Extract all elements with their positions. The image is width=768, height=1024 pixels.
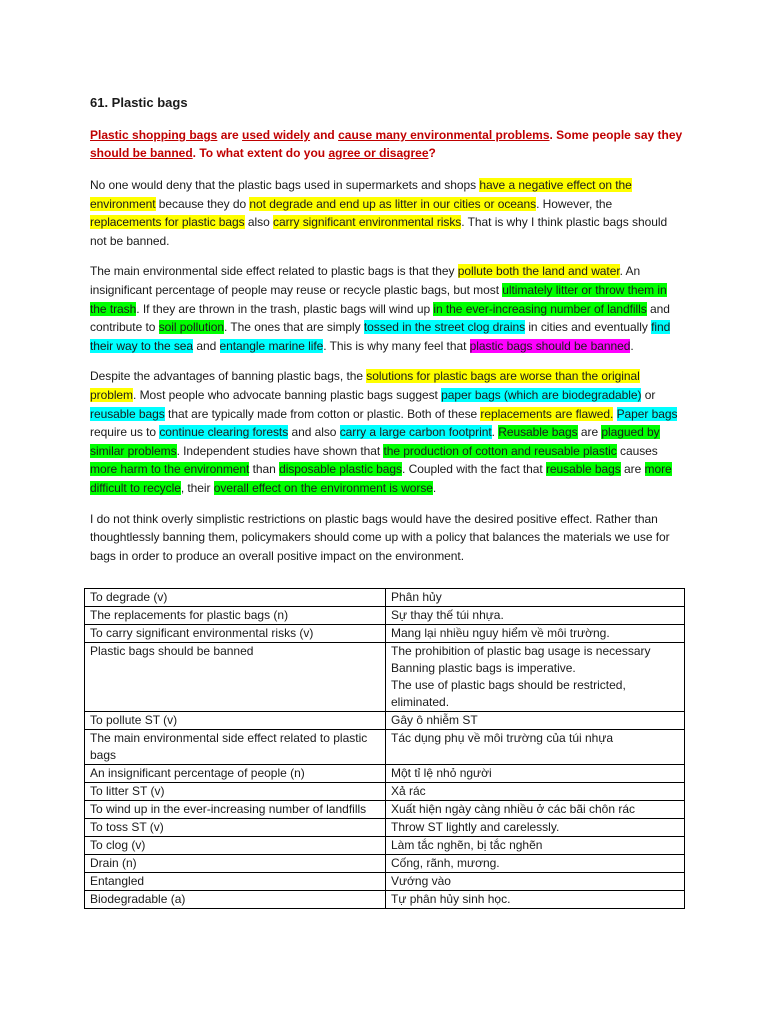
paragraph-text: The main environmental side effect related to plastic bags is that they xyxy=(90,264,458,279)
table-row xyxy=(85,607,685,625)
paragraph-text: , their xyxy=(180,480,214,495)
highlight-magenta: plastic bags should be banned xyxy=(469,338,631,353)
prompt-text: . Some people say they xyxy=(549,128,683,142)
highlight-yellow: not degrade and end up as litter in our cities or oceans xyxy=(249,196,537,211)
vocab-term: To degrade (v) xyxy=(85,589,386,607)
table-row xyxy=(85,837,685,855)
paragraph-text: . An insignificant percentage of people may reuse or recycle plastic bags, but most xyxy=(90,264,641,297)
highlight-cyan: reusable bags xyxy=(90,406,165,421)
vocab-meaning xyxy=(386,643,685,712)
paragraph-text: and also xyxy=(288,425,340,440)
vocab-meaning xyxy=(386,589,685,607)
paragraph-text: . xyxy=(491,425,499,440)
vocab-meaning xyxy=(386,891,685,909)
paragraph-text: are xyxy=(577,425,602,440)
table-row xyxy=(85,643,685,712)
highlight-green: more harm to the environment xyxy=(90,462,250,477)
highlight-cyan: entangle marine life xyxy=(219,338,324,353)
highlight-green: ultimately litter or throw them in the trash xyxy=(90,282,667,316)
vocab-term: To toss ST (v) xyxy=(85,819,386,837)
document-page xyxy=(90,94,686,577)
paragraph-text: in cities and eventually xyxy=(525,320,652,335)
paragraph-text: that are typically made from cotton or plastic. Both of these xyxy=(164,406,481,421)
table-row xyxy=(85,801,685,819)
paragraph-text: . Most people who advocate banning plastic bags suggest xyxy=(133,387,442,402)
vocab-meaning xyxy=(386,837,685,855)
vocab-term: The main environmental side effect related to plastic bags xyxy=(85,730,386,765)
meaning-line: Mang lại nhiều nguy hiểm về môi trường. xyxy=(391,626,610,640)
prompt-keyword: cause many environmental problems xyxy=(338,128,550,142)
vocab-term: Plastic bags should be banned xyxy=(85,643,386,712)
essay-body xyxy=(90,176,686,565)
vocab-term: Biodegradable (a) xyxy=(85,891,386,909)
highlight-yellow: have a negative effect on the environment xyxy=(90,178,632,211)
paragraph-text: . That is why I think plastic bags should not be banned. xyxy=(90,215,668,248)
paragraph-text: . This is why many feel that xyxy=(323,338,470,353)
meaning-line: Xả rác xyxy=(391,784,426,798)
table-row xyxy=(85,855,685,873)
meaning-line: The use of plastic bags should be restricted, eliminated. xyxy=(391,678,626,709)
prompt-text: and xyxy=(310,128,339,142)
essay-paragraph xyxy=(90,510,686,566)
meaning-line: Phân hủy xyxy=(391,590,442,604)
highlight-cyan: carry a large carbon footprint xyxy=(339,425,492,440)
prompt-keyword: used widely xyxy=(242,128,311,142)
vocab-term: To carry significant environmental risks (v) xyxy=(85,625,386,643)
paragraph-text: are xyxy=(620,462,645,477)
vocab-meaning xyxy=(386,712,685,730)
prompt-text: ? xyxy=(428,146,436,160)
vocab-term: To litter ST (v) xyxy=(85,783,386,801)
paragraph-text: . The ones that are simply xyxy=(224,320,364,335)
meaning-line: Sự thay thế túi nhựa. xyxy=(391,608,504,622)
meaning-line: Tự phân hủy sinh học. xyxy=(391,892,511,906)
highlight-cyan: Paper bags xyxy=(616,406,678,421)
highlight-green: overall effect on the environment is worse xyxy=(213,480,433,495)
highlight-yellow: pollute both the land and water xyxy=(457,264,620,279)
highlight-green: disposable plastic bags xyxy=(279,462,403,477)
vocab-meaning xyxy=(386,625,685,643)
highlight-cyan: paper bags (which are biodegradable) xyxy=(441,387,642,402)
prompt-keyword: Plastic shopping bags xyxy=(90,128,218,142)
highlight-cyan: find their way to the sea xyxy=(90,320,671,353)
table-row xyxy=(85,819,685,837)
table-row xyxy=(85,873,685,891)
vocab-meaning xyxy=(386,855,685,873)
paragraph-text: require us to xyxy=(90,425,160,440)
highlight-yellow: solutions for plastic bags are worse than the original problem xyxy=(90,369,640,402)
paragraph-text: I do not think overly simplistic restrictions on plastic bags would have the desired positive effect. Rather than thoughtlessly banning them, policymakers should come up with a policy that balances the materials we use for bags in order to produce an overall positive impact on the environment. xyxy=(90,511,670,563)
highlight-green: plagued by similar problems xyxy=(90,425,660,458)
table-row xyxy=(85,783,685,801)
highlight-cyan: continue clearing forests xyxy=(159,425,289,440)
paragraph-text: . xyxy=(630,338,634,353)
paragraph-text: . However, the xyxy=(536,196,613,211)
table-row xyxy=(85,730,685,765)
paragraph-text: No one would deny that the plastic bags used in supermarkets and shops xyxy=(90,178,480,192)
highlight-green: reusable bags xyxy=(545,462,621,477)
vocab-meaning xyxy=(386,783,685,801)
meaning-line: Gây ô nhiễm ST xyxy=(391,713,478,727)
highlight-yellow: replacements are flawed. xyxy=(480,406,614,421)
table-row xyxy=(85,891,685,909)
vocab-term: An insignificant percentage of people (n) xyxy=(85,765,386,783)
meaning-line: Một tỉ lệ nhỏ người xyxy=(391,766,492,780)
highlight-green: the production of cotton and reusable plastic xyxy=(383,443,617,458)
highlight-green: soil pollution xyxy=(158,320,225,335)
paragraph-text: than xyxy=(249,462,280,477)
paragraph-text: . Coupled with the fact that xyxy=(402,462,546,477)
table-row xyxy=(85,625,685,643)
paragraph-text: also xyxy=(244,215,274,230)
page-title: 61. Plastic bags xyxy=(90,95,188,110)
table-row xyxy=(85,765,685,783)
highlight-green: Reusable bags xyxy=(498,425,578,440)
vocab-term: To wind up in the ever-increasing number of landfills xyxy=(85,801,386,819)
vocab-meaning xyxy=(386,607,685,625)
prompt-text: are xyxy=(217,128,243,142)
prompt-keyword: should be banned xyxy=(90,146,193,160)
paragraph-text: and contribute to xyxy=(90,301,670,335)
highlight-cyan: tossed in the street clog drains xyxy=(363,320,526,335)
vocabulary-table xyxy=(84,588,685,909)
vocab-meaning xyxy=(386,801,685,819)
vocab-meaning xyxy=(386,730,685,765)
highlight-yellow: carry significant environmental risks xyxy=(273,215,462,230)
meaning-line: Tác dụng phụ về môi trường của túi nhựa xyxy=(391,731,614,745)
paragraph-text: or xyxy=(641,387,656,402)
paragraph-text: causes xyxy=(616,443,658,458)
essay-paragraph xyxy=(90,176,686,250)
table-row xyxy=(85,589,685,607)
essay-prompt xyxy=(90,126,686,162)
vocab-term: To pollute ST (v) xyxy=(85,712,386,730)
vocab-term: Entangled xyxy=(85,873,386,891)
meaning-line: Vướng vào xyxy=(391,874,451,888)
paragraph-text: . Independent studies have shown that xyxy=(176,443,384,458)
vocab-meaning xyxy=(386,873,685,891)
meaning-line: The prohibition of plastic bag usage is necessary xyxy=(391,644,651,658)
meaning-line: Xuất hiện ngày càng nhiều ở các bãi chôn rác xyxy=(391,802,636,816)
paragraph-text: Despite the advantages of banning plastic bags, the xyxy=(90,369,367,384)
vocab-term: Drain (n) xyxy=(85,855,386,873)
vocab-term: The replacements for plastic bags (n) xyxy=(85,607,386,625)
paragraph-text: . xyxy=(432,480,437,495)
paragraph-text: because they do xyxy=(155,196,250,211)
essay-paragraph xyxy=(90,367,686,497)
prompt-text: . To what extent do you xyxy=(192,146,329,160)
meaning-line: Làm tắc nghẽn, bị tắc nghẽn xyxy=(391,838,543,852)
essay-paragraph xyxy=(90,262,686,355)
meaning-line: Banning plastic bags is imperative. xyxy=(391,661,576,675)
meaning-line: Throw ST lightly and carelessly. xyxy=(391,820,560,834)
prompt-keyword: agree or disagree xyxy=(328,146,429,160)
vocab-meaning xyxy=(386,765,685,783)
highlight-green: more difficult to recycle xyxy=(90,462,672,495)
table-row xyxy=(85,712,685,730)
meaning-line: Cống, rãnh, mương. xyxy=(391,856,500,870)
vocab-term: To clog (v) xyxy=(85,837,386,855)
highlight-green: in the ever-increasing number of landfills xyxy=(433,301,647,316)
highlight-yellow: replacements for plastic bags xyxy=(90,215,245,230)
vocab-meaning xyxy=(386,819,685,837)
paragraph-text: . If they are thrown in the trash, plastic bags will wind up xyxy=(136,301,434,316)
paragraph-text: and xyxy=(193,338,220,353)
